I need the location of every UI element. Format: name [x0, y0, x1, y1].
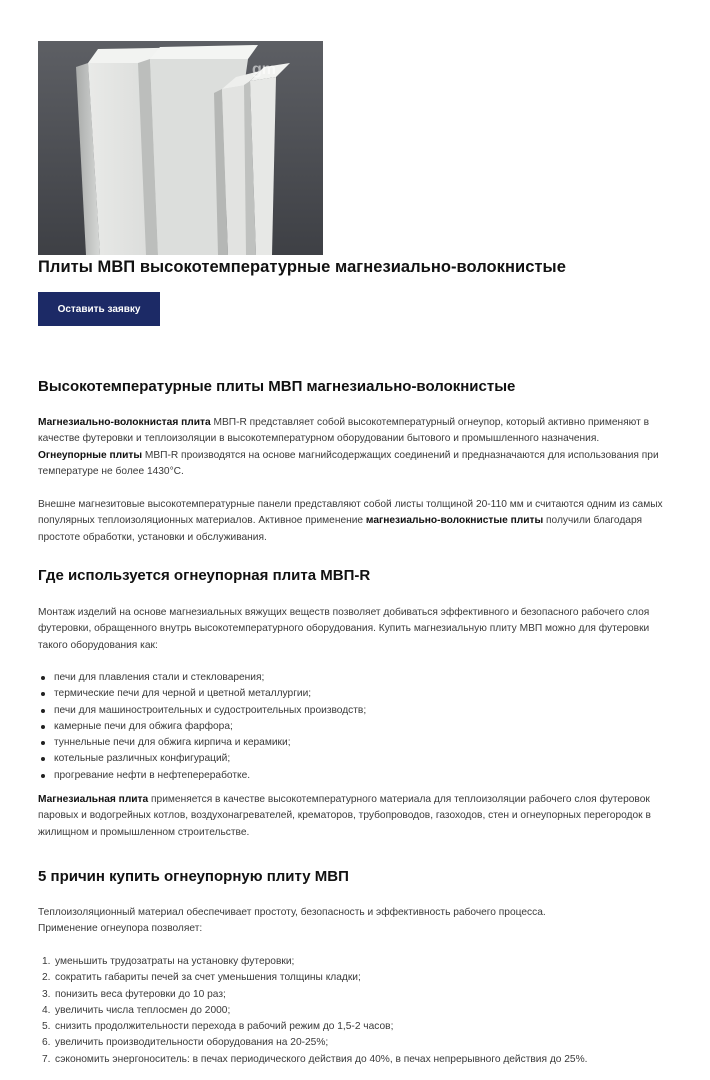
section-heading-reasons: 5 причин купить огнеупорную плиту МВП — [38, 868, 349, 885]
list-item: 6. увеличить производительности оборудования на 20-25%; — [42, 1037, 329, 1049]
section3-intro: Теплоизоляционный материал обеспечивает простоту, безопасность и эффективность рабочего процесса. Применение огнеупора позволяет: — [38, 907, 546, 935]
bold-term: Магнезиально-волокнистая плита — [38, 417, 211, 428]
page-title: Плиты МВП высокотемпературные магнезиально-волокнистые — [38, 258, 566, 276]
section2-intro: Монтаж изделий на основе магнезиальных вяжущих веществ позволяет добиваться эффективного и безопасного рабочего слоя футеровки, обращенного внутрь высокотемпературного оборудования. Купить магнезиальную плиту МВП можно для футеровки такого оборудования как: — [38, 607, 650, 651]
list-item: камерные печи для обжига фарфора; — [38, 719, 638, 735]
list-item: 3. понизить веса футеровки до 10 раз; — [42, 988, 226, 1000]
list-item: печи для машиностроительных и судостроительных производств; — [38, 703, 638, 719]
bold-term: Магнезиальная плита — [38, 794, 149, 805]
product-image — [38, 41, 323, 255]
bold-term: Огнеупорные плиты — [38, 449, 143, 461]
section1-paragraph-1: Магнезиально-волокнистая плита МВП-R представляет собой высокотемпературный огнеупор, который активно применяют в качестве футеровки и теплоизоляции в высокотемпературном оборудовании бытового и промышленного назначения. Огнеупорные плиты МВП-R производятся на основе магнийсодержащих соединений и предназначаются для использования при температуре не более 1430°С. — [38, 417, 659, 478]
section2-outro: Магнезиальная плита применяется в качестве высокотемпературного материала для теплоизоляции рабочего слоя футеровок паровых и водогрейных котлов, воздухонагревателей, крематоров, трубопроводов, газоходов, стен и огнеупорных перегородок в жилищном и промышленном строительстве. — [38, 794, 651, 838]
list-item: 5. снизить продолжительности перехода в рабочий режим до 1,5-2 часов; — [42, 1021, 394, 1033]
list-item: термические печи для черной и цветной металлургии; — [38, 686, 638, 702]
list-item: 7. сэкономить энергоноситель: в печах периодического действия до 40%, в печах непрерывного действия до 25%. — [42, 1053, 588, 1065]
insulation-slabs-icon — [38, 41, 323, 255]
reasons-list — [38, 954, 678, 1068]
section1-paragraph-2: Внешне магнезитовые высокотемпературные панели представляют собой листы толщиной 20-110 мм и считаются одним из самых популярных теплоизоляционных материалов. Активное применение магнезиально-волокнистые плиты получили благодаря простоте обработки, установки и обслуживания. — [38, 499, 663, 543]
section-heading-usage: Где используется огнеупорная плита МВП-R — [38, 567, 371, 584]
usage-list — [38, 670, 638, 784]
request-button[interactable]: Оставить заявку — [38, 292, 160, 326]
list-item: туннельные печи для обжига кирпича и керамики; — [38, 735, 638, 751]
list-item: 1. уменьшить трудозатраты на установку футеровки; — [42, 956, 295, 967]
list-item: 4. увеличить числа теплосмен до 2000; — [42, 1004, 231, 1016]
list-item: котельные различных конфигураций; — [38, 751, 638, 767]
list-item: 2. сократить габариты печей за счет уменьшения толщины кладки; — [42, 972, 361, 984]
list-item: прогревание нефти в нефтепереработке. — [38, 768, 638, 784]
bold-term: магнезиально-волокнистые плиты — [365, 515, 544, 527]
section-heading-high-temp: Высокотемпературные плиты МВП магнезиально-волокнистые — [38, 378, 516, 395]
list-item: печи для плавления стали и стекловарения; — [38, 670, 638, 686]
watermark-logo: gm — [252, 61, 276, 78]
